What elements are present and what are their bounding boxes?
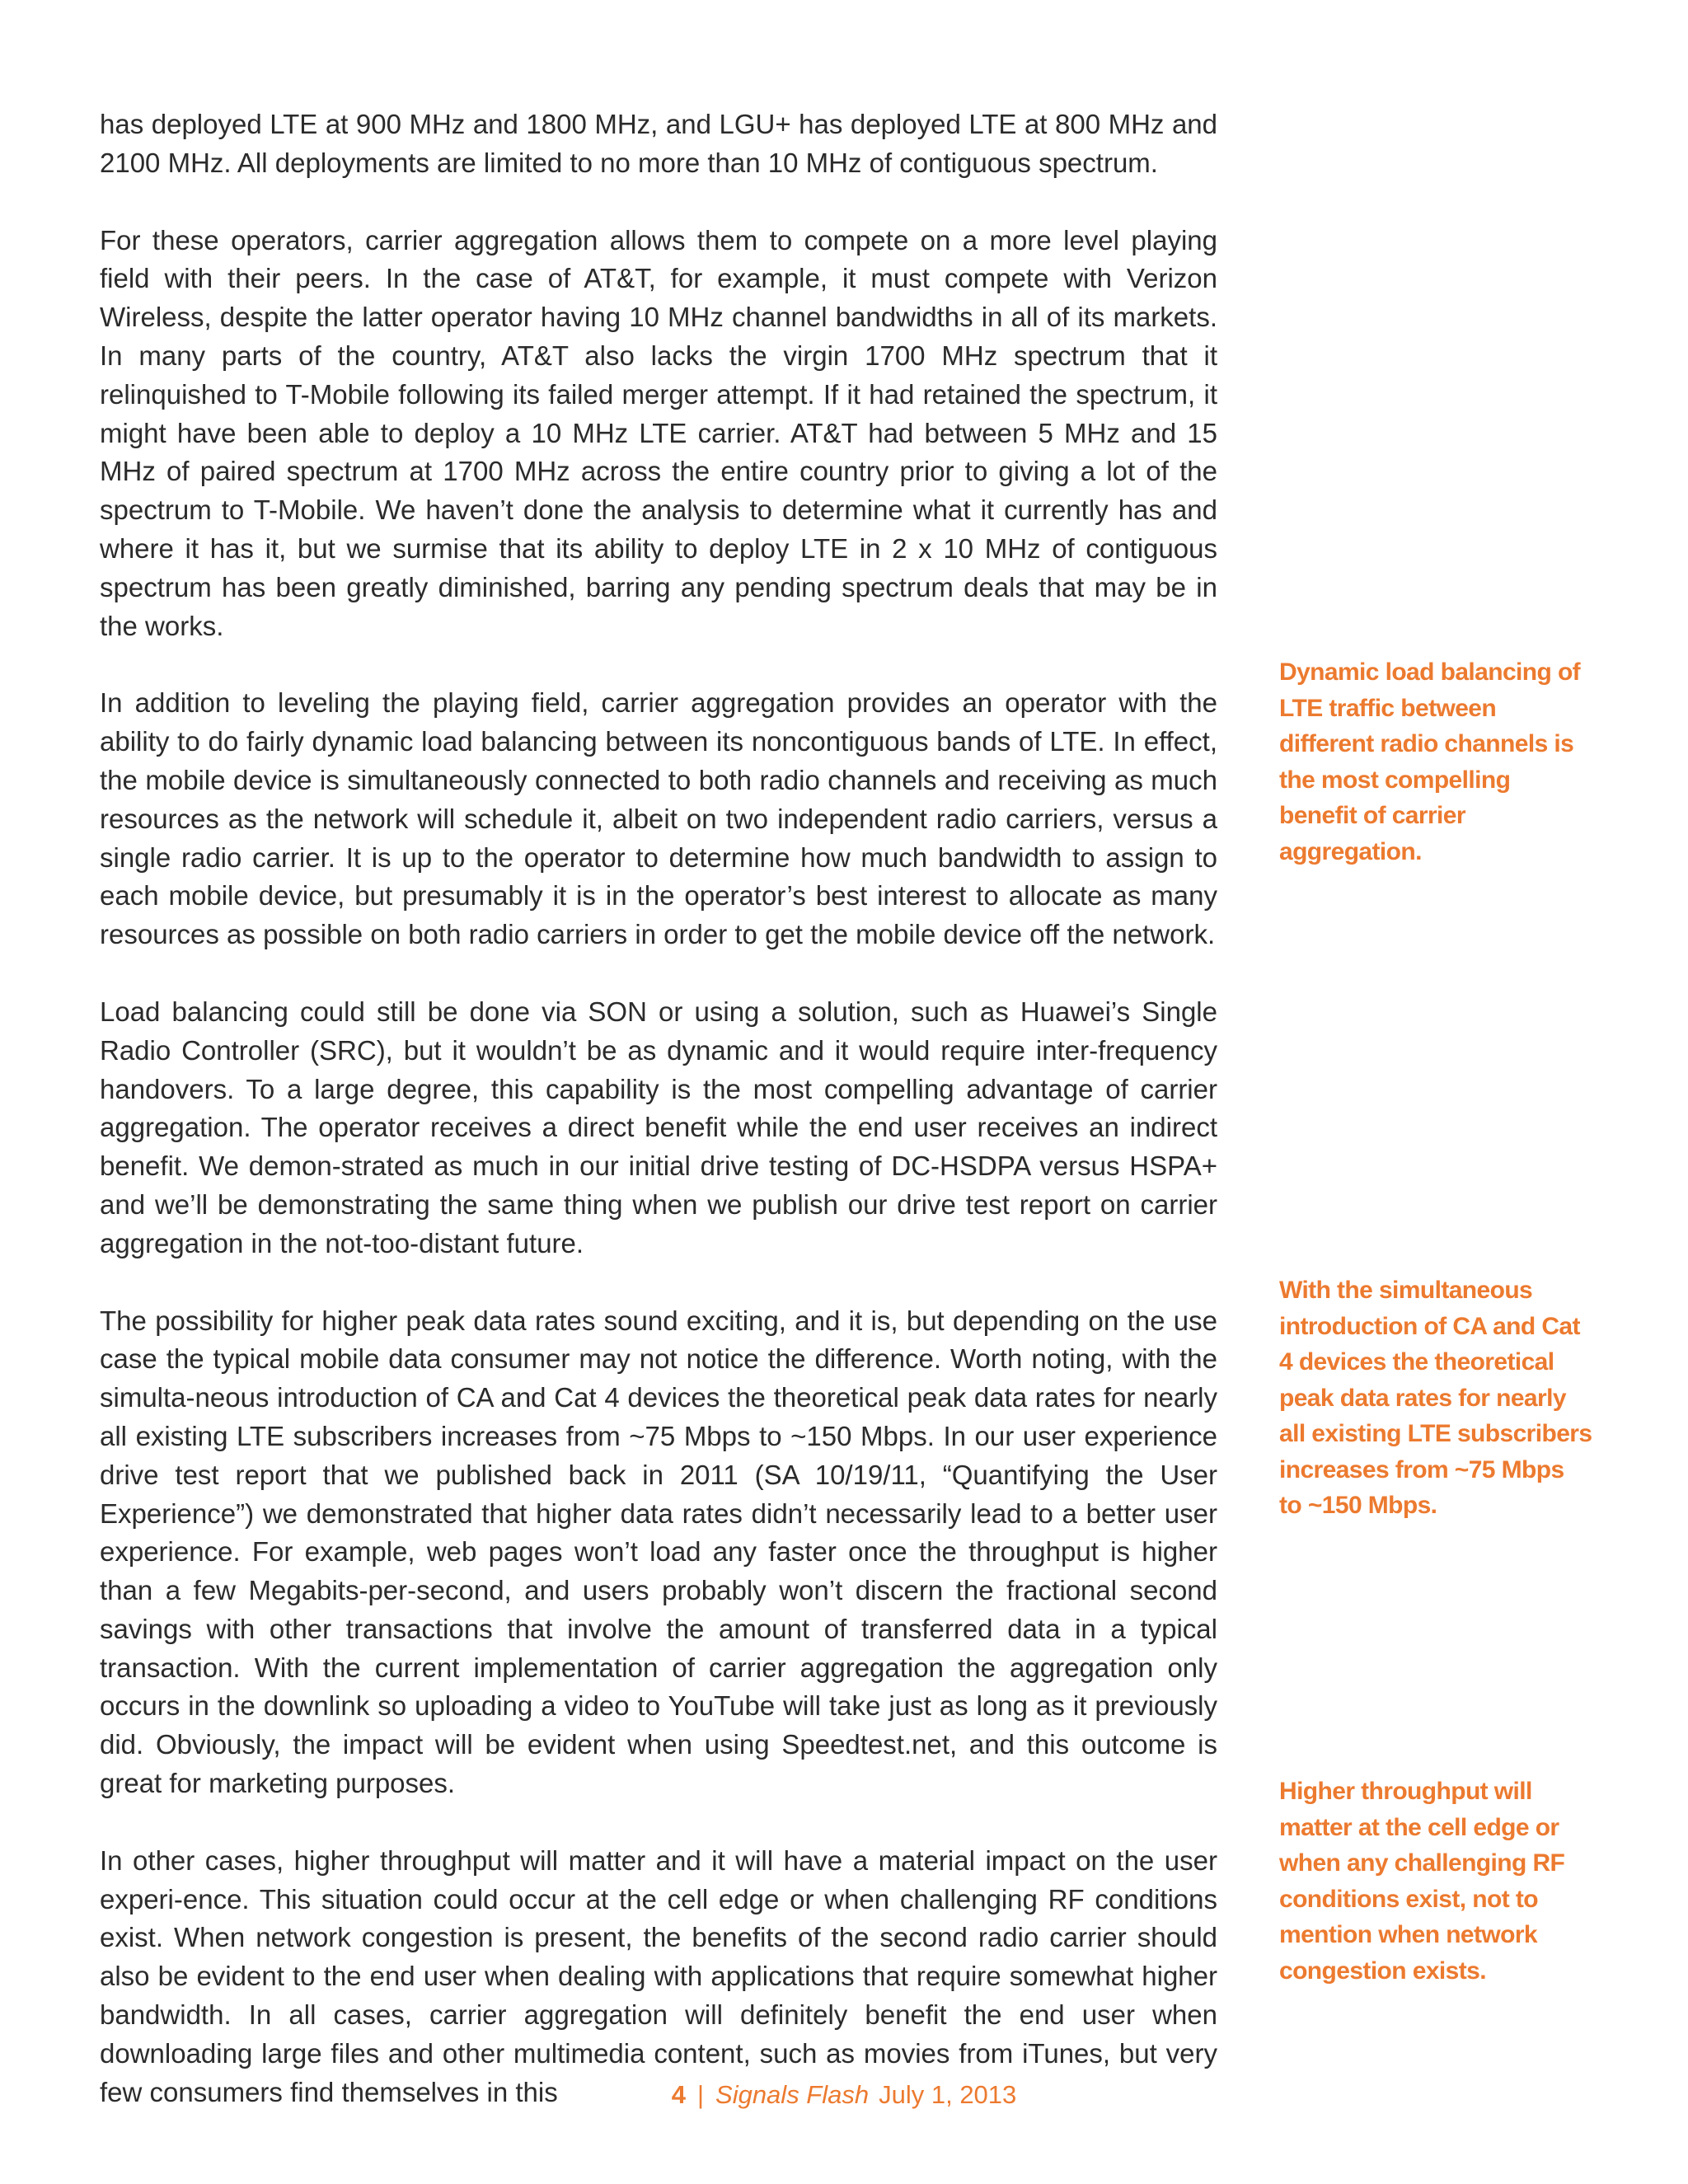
body-paragraph-1: has deployed LTE at 900 MHz and 1800 MHz, and LGU+ has deployed LTE at 800 MHz and 2100 MHz. All deployments are limited to no more than 10 MHz of contiguous spectrum. — [100, 109, 1217, 178]
sidebar-callout-peak-rates: With the simultaneous introduction of CA and Cat 4 devices the theoretical peak data rates for nearly all existing LTE subscribers increases from ~75 Mbps to ~150 Mbps. — [1279, 1277, 1592, 1519]
body-paragraph-5: The possibility for higher peak data rates sound exciting, and it is, but depending on the use case the typical mobile data consumer may not notice the difference. Worth noting, with the simulta-neous introduction of CA and Cat 4 devices the theoretical peak data rates for nearly all existing LTE subscribers increases from ~75 Mbps to ~150 Mbps. In our user experience drive test report that we published back in 2011 (SA 10/19/11, “Quantifying the User Experience”) we demonstrated that higher data rates didn’t necessarily lead to a better user experience. For example, web pages won’t load any faster once the throughput is higher than a few Megabits-per-second, and users probably won’t discern the fractional second savings with other transactions that involve the amount of transferred data in a typical transaction. With the current implementation of carrier aggregation the aggregation only occurs in the downlink so uploading a video to YouTube will take just as long as it previously did. Obviously, the impact will be evident when using Speedtest.net, and this outcome is great for marketing purposes. — [100, 1305, 1217, 1799]
sidebar-callout-cell-edge: Higher throughput will matter at the cell edge or when any challenging RF conditions exist, not to mention when network congestion exists. — [1279, 1778, 1565, 1985]
body-paragraph-3: In addition to leveling the playing field, carrier aggregation provides an operator with the ability to do fairly dynamic load balancing between its noncontiguous bands of LTE. In effect, the mobile device is simultaneously connected to both radio channels and receiving as much resources as the network will schedule it, albeit on two independent radio carriers, versus a single radio carrier. It is up to the operator to determine how much bandwidth to assign to each mobile device, but presumably it is in the operator’s best interest to allocate as many resources as possible on both radio carriers in order to get the mobile device off the network. — [100, 687, 1217, 950]
sidebar-callout-load-balancing: Dynamic load balancing of LTE traffic between different radio channels is the most compelling benefit of carrier aggregation. — [1279, 658, 1581, 865]
body-paragraph-6: In other cases, higher throughput will matter and it will have a material impact on the user experi-ence. This situation could occur at the cell edge or when challenging RF conditions exist. When network congestion is present, the benefits of the second radio carrier should also be evident to the end user when dealing with applications that require somewhat higher bandwidth. In all cases, carrier aggregation will definitely benefit the end user when downloading large files and other multimedia content, such as movies from iTunes, but very few consumers find themselves in this — [100, 1844, 1217, 2107]
body-paragraph-4: Load balancing could still be done via SON or using a solution, such as Huawei’s Single Radio Controller (SRC), but it wouldn’t be as dynamic and it would require inter-frequency handovers. To a large degree, this capability is the most compelling advantage of carrier aggregation. The operator receives a direct benefit while the end user receives an indirect benefit. We demon-strated as much in our initial drive testing of DC-HSDPA versus HSPA+ and we’ll be demonstrating the same thing when we publish our drive test report on carrier aggregation in the not-too-distant future. — [100, 996, 1217, 1258]
publication-name: Signals Flash — [715, 2080, 870, 2109]
body-paragraph-2: For these operators, carrier aggregation allows them to compete on a more level playing field with their peers. In the case of AT&T, for example, it must compete with Verizon Wireless, despite the latter operator having 10 MHz channel bandwidths in all of its markets. In many parts of the country, AT&T also lacks the virgin 1700 MHz spectrum that it relinquished to T-Mobile following its failed merger attempt. If it had retained the spectrum, it might have been able to deploy a 10 MHz LTE carrier. AT&T had between 5 MHz and 15 MHz of paired spectrum at 1700 MHz across the entire country prior to giving a lot of the spectrum to T-Mobile. We haven’t done the analysis to determine what it currently has and where it has it, but we surmise that its ability to deploy LTE in 2 x 10 MHz of contiguous spectrum has been greatly diminished, barring any pending spectrum deals that may be in the works. — [100, 224, 1217, 641]
main-text-column — [100, 105, 1217, 2111]
publication-date: July 1, 2013 — [879, 2080, 1017, 2109]
page-number: 4 — [671, 2080, 686, 2109]
footer-separator: | — [696, 2080, 705, 2109]
page-footer — [0, 2080, 1688, 2110]
